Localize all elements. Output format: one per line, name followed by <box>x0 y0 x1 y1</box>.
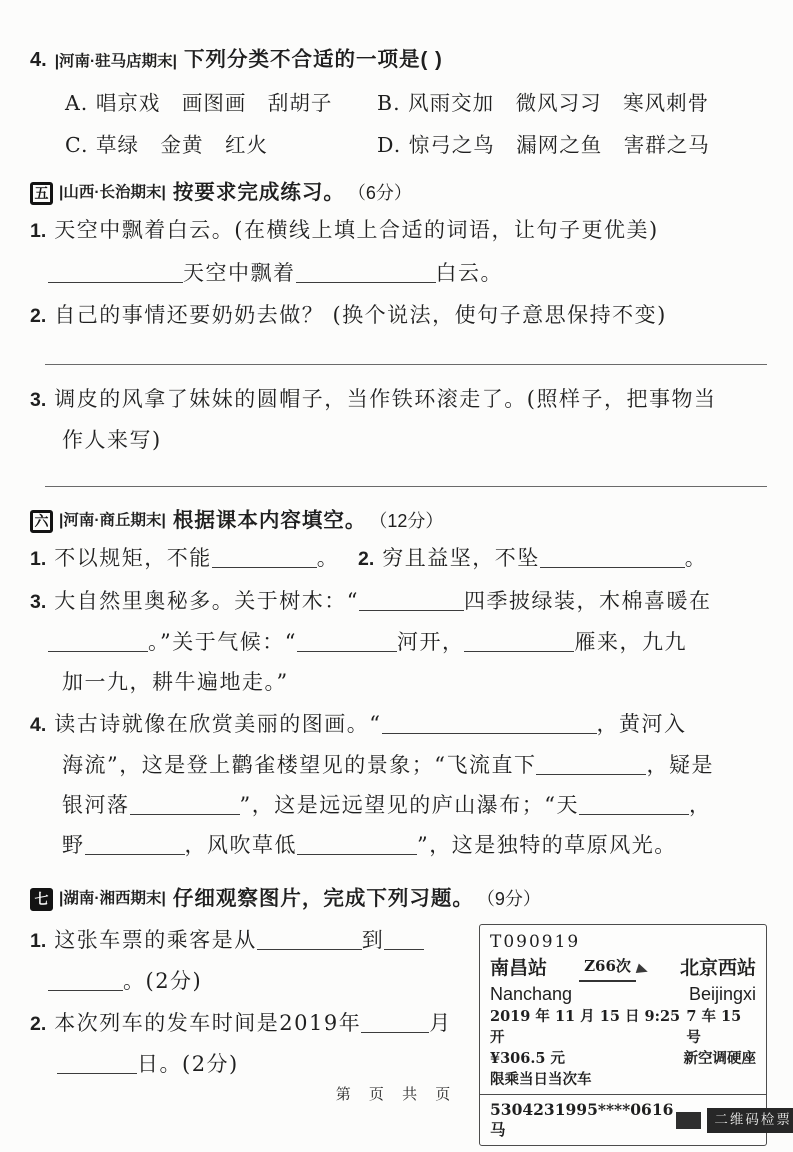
question-text: ”，这是远远望见的庐山瀑布；“天 <box>239 793 579 817</box>
ticket-seat-class: 新空调硬座 <box>683 1050 756 1067</box>
question-text: 大自然里奥秘多。关于树木：“ <box>54 589 360 613</box>
ticket-to-pinyin: Beijingxi <box>688 984 756 1004</box>
option-a: A. 唱京戏 画图画 刮胡子 <box>65 91 333 115</box>
section-5-question-2 <box>30 295 767 336</box>
question-line <box>30 622 767 662</box>
question-text: 。 <box>316 546 340 570</box>
question-line <box>30 581 767 622</box>
question-line <box>30 704 767 745</box>
question-text: 四季披绿装，木棉喜暖在 <box>464 589 712 613</box>
ticket-route-row <box>490 953 756 982</box>
section-6-header <box>30 506 767 536</box>
question-text: 银河落 <box>62 793 130 817</box>
option-b: B. 风雨交加 微风习习 寒风刺骨 <box>377 91 710 115</box>
question-line <box>30 662 767 702</box>
section-6-question-1 <box>30 538 358 579</box>
question-text: 天空中飘着白云。(在横线上填上合适的词语，让句子更优美) <box>54 218 659 242</box>
answer-rule-line <box>45 364 767 365</box>
section-7-points: （9分） <box>476 889 541 909</box>
question-line <box>30 785 767 825</box>
question-text: 作人来写) <box>62 428 162 452</box>
ticket-to-station: 北京西站 <box>679 956 756 979</box>
question-number: 1. <box>30 220 47 242</box>
options-row-1 <box>30 90 767 117</box>
question-text: ，疑是 <box>646 753 714 777</box>
question-text: ， <box>688 793 712 817</box>
answer-blank <box>536 755 646 775</box>
ticket-code: T090919 <box>490 932 581 952</box>
section-6-source-tag: |河南·商丘期末| <box>59 512 166 529</box>
question-number: 4. <box>30 49 47 71</box>
answer-blank <box>579 795 689 815</box>
option-c: C. 草绿 金黄 红火 <box>65 133 268 157</box>
ticket-note: 限乘当日当次车 <box>490 1071 592 1088</box>
ticket-from-pinyin: Nanchang <box>490 984 573 1004</box>
question-text: 穷且益坚，不坠 <box>382 546 540 570</box>
answer-blank <box>130 795 240 815</box>
question-text: 。 <box>684 546 708 570</box>
answer-rule-line <box>45 486 767 487</box>
question-number: 2. <box>30 1013 47 1035</box>
question-text: 。”关于气候：“ <box>148 630 297 654</box>
answer-blank <box>296 263 436 283</box>
section-6-question-4 <box>30 704 767 865</box>
answer-blank <box>48 632 148 652</box>
section-7-header <box>30 884 767 914</box>
question-number: 2. <box>30 305 47 327</box>
section-5-source-tag: |山西·长治期末| <box>59 184 166 201</box>
question-text: 海流”，这是登上鹳雀楼望见的景象；“飞流直下 <box>62 753 537 777</box>
question-text: ，黄河入 <box>596 712 687 736</box>
question-number: 3. <box>30 591 47 613</box>
ticket-seat: 7 车 15 号 <box>686 1008 742 1046</box>
answer-blank <box>359 591 464 611</box>
answer-blank <box>297 632 397 652</box>
question-source-tag: |河南·驻马店期末| <box>54 53 178 70</box>
section-5-title: 按要求完成练习。 <box>172 181 345 204</box>
question-number: 1. <box>30 930 47 952</box>
answer-blank <box>48 971 123 991</box>
section-7-source-tag: |湖南·湘西期末| <box>59 890 166 907</box>
train-ticket-image <box>479 924 792 1146</box>
options-row-2 <box>30 132 767 159</box>
answer-blank <box>48 263 183 283</box>
question-text: 本次列车的发车时间是2019年 <box>54 1011 362 1035</box>
ticket-from-station: 南昌站 <box>490 956 548 979</box>
answer-text: 天空中飘着 <box>183 261 296 285</box>
section-7-badge-icon: 七 <box>30 888 53 911</box>
question-stem: 下列分类不合适的一项是( ) <box>184 48 443 71</box>
question-number: 2. <box>358 548 375 570</box>
section-7-title: 仔细观察图片，完成下列习题。 <box>172 887 474 910</box>
ticket-id-row <box>490 1100 792 1140</box>
question-text: 日。(2分) <box>137 1052 239 1076</box>
section-5-question-3 <box>30 379 767 460</box>
answer-blank <box>257 930 362 950</box>
section-5-header <box>30 178 767 208</box>
section-5-badge-icon: 五 <box>30 182 53 205</box>
ticket-route-pinyin-row <box>490 982 756 1006</box>
section-5-points: （6分） <box>347 183 412 203</box>
answer-blank <box>57 1054 137 1074</box>
answer-blank <box>212 548 317 568</box>
section-5-question-1-answer-row <box>30 253 767 293</box>
answer-blank <box>382 714 597 734</box>
question-text: ”，这是独特的草原风光。 <box>417 833 677 857</box>
answer-blank <box>540 548 685 568</box>
question-text: 到 <box>361 928 385 952</box>
section-6-points: （12分） <box>369 511 444 531</box>
question-text: 雁来，九九 <box>574 630 687 654</box>
ticket-datetime-row <box>490 1006 756 1048</box>
section-5-question-1 <box>30 210 767 251</box>
section-6-questions-1-2 <box>30 538 767 579</box>
redacted-name-block <box>676 1112 701 1129</box>
question-text: 调皮的风拿了妹妹的圆帽子，当作铁环滚走了。(照样子，把事物当 <box>54 387 717 411</box>
page-footer: 第 页 共 页 <box>335 1086 458 1103</box>
answer-blank <box>384 930 424 950</box>
question-line <box>30 379 767 420</box>
section-6-question-3 <box>30 581 767 702</box>
question-number: 1. <box>30 548 47 570</box>
question-line <box>30 420 767 460</box>
question-text: 不以规矩，不能 <box>54 546 212 570</box>
question-line <box>30 825 767 865</box>
ticket-price: ¥306.5 元 <box>490 1050 566 1067</box>
ticket-datetime: 2019 年 11 月 15 日 9:25 开 <box>490 1008 681 1046</box>
option-d: D. 惊弓之鸟 漏网之鱼 害群之马 <box>377 133 710 157</box>
section-6-title: 根据课本内容填空。 <box>172 509 367 532</box>
qr-check-label: 二维码检票 <box>707 1108 793 1133</box>
answer-blank <box>464 632 574 652</box>
question-text: 河开， <box>396 630 465 654</box>
question-4 <box>30 46 767 159</box>
answer-blank <box>361 1013 429 1033</box>
section-6-badge-icon: 六 <box>30 510 53 533</box>
section-6-question-2 <box>358 538 707 579</box>
answer-text: 白云。 <box>435 261 503 285</box>
ticket-train-number <box>579 953 648 982</box>
question-text: 月 <box>429 1011 452 1035</box>
arrow-right-icon <box>636 963 650 976</box>
ticket-price-row <box>490 1048 756 1069</box>
question-text: ，风吹草低 <box>184 833 297 857</box>
question-number: 3. <box>30 389 47 411</box>
question-number: 4. <box>30 714 47 736</box>
answer-blank <box>85 835 185 855</box>
question-text: 野 <box>62 833 85 857</box>
train-number-text: Z66次 <box>579 953 636 982</box>
question-line <box>30 745 767 785</box>
question-4-stem-row <box>30 46 767 75</box>
question-text: 读古诗就像在欣赏美丽的图画。“ <box>54 712 382 736</box>
question-text: 这张车票的乘客是从 <box>54 928 257 952</box>
answer-blank <box>297 835 417 855</box>
question-text: 自己的事情还要奶奶去做？ (换个说法，使句子意思保持不变) <box>54 303 667 327</box>
question-text: 加一九，耕牛遍地走。” <box>62 670 289 694</box>
ticket-id-number: 5304231995****0616 马 <box>490 1100 674 1139</box>
question-text: 。(2分) <box>123 969 203 993</box>
